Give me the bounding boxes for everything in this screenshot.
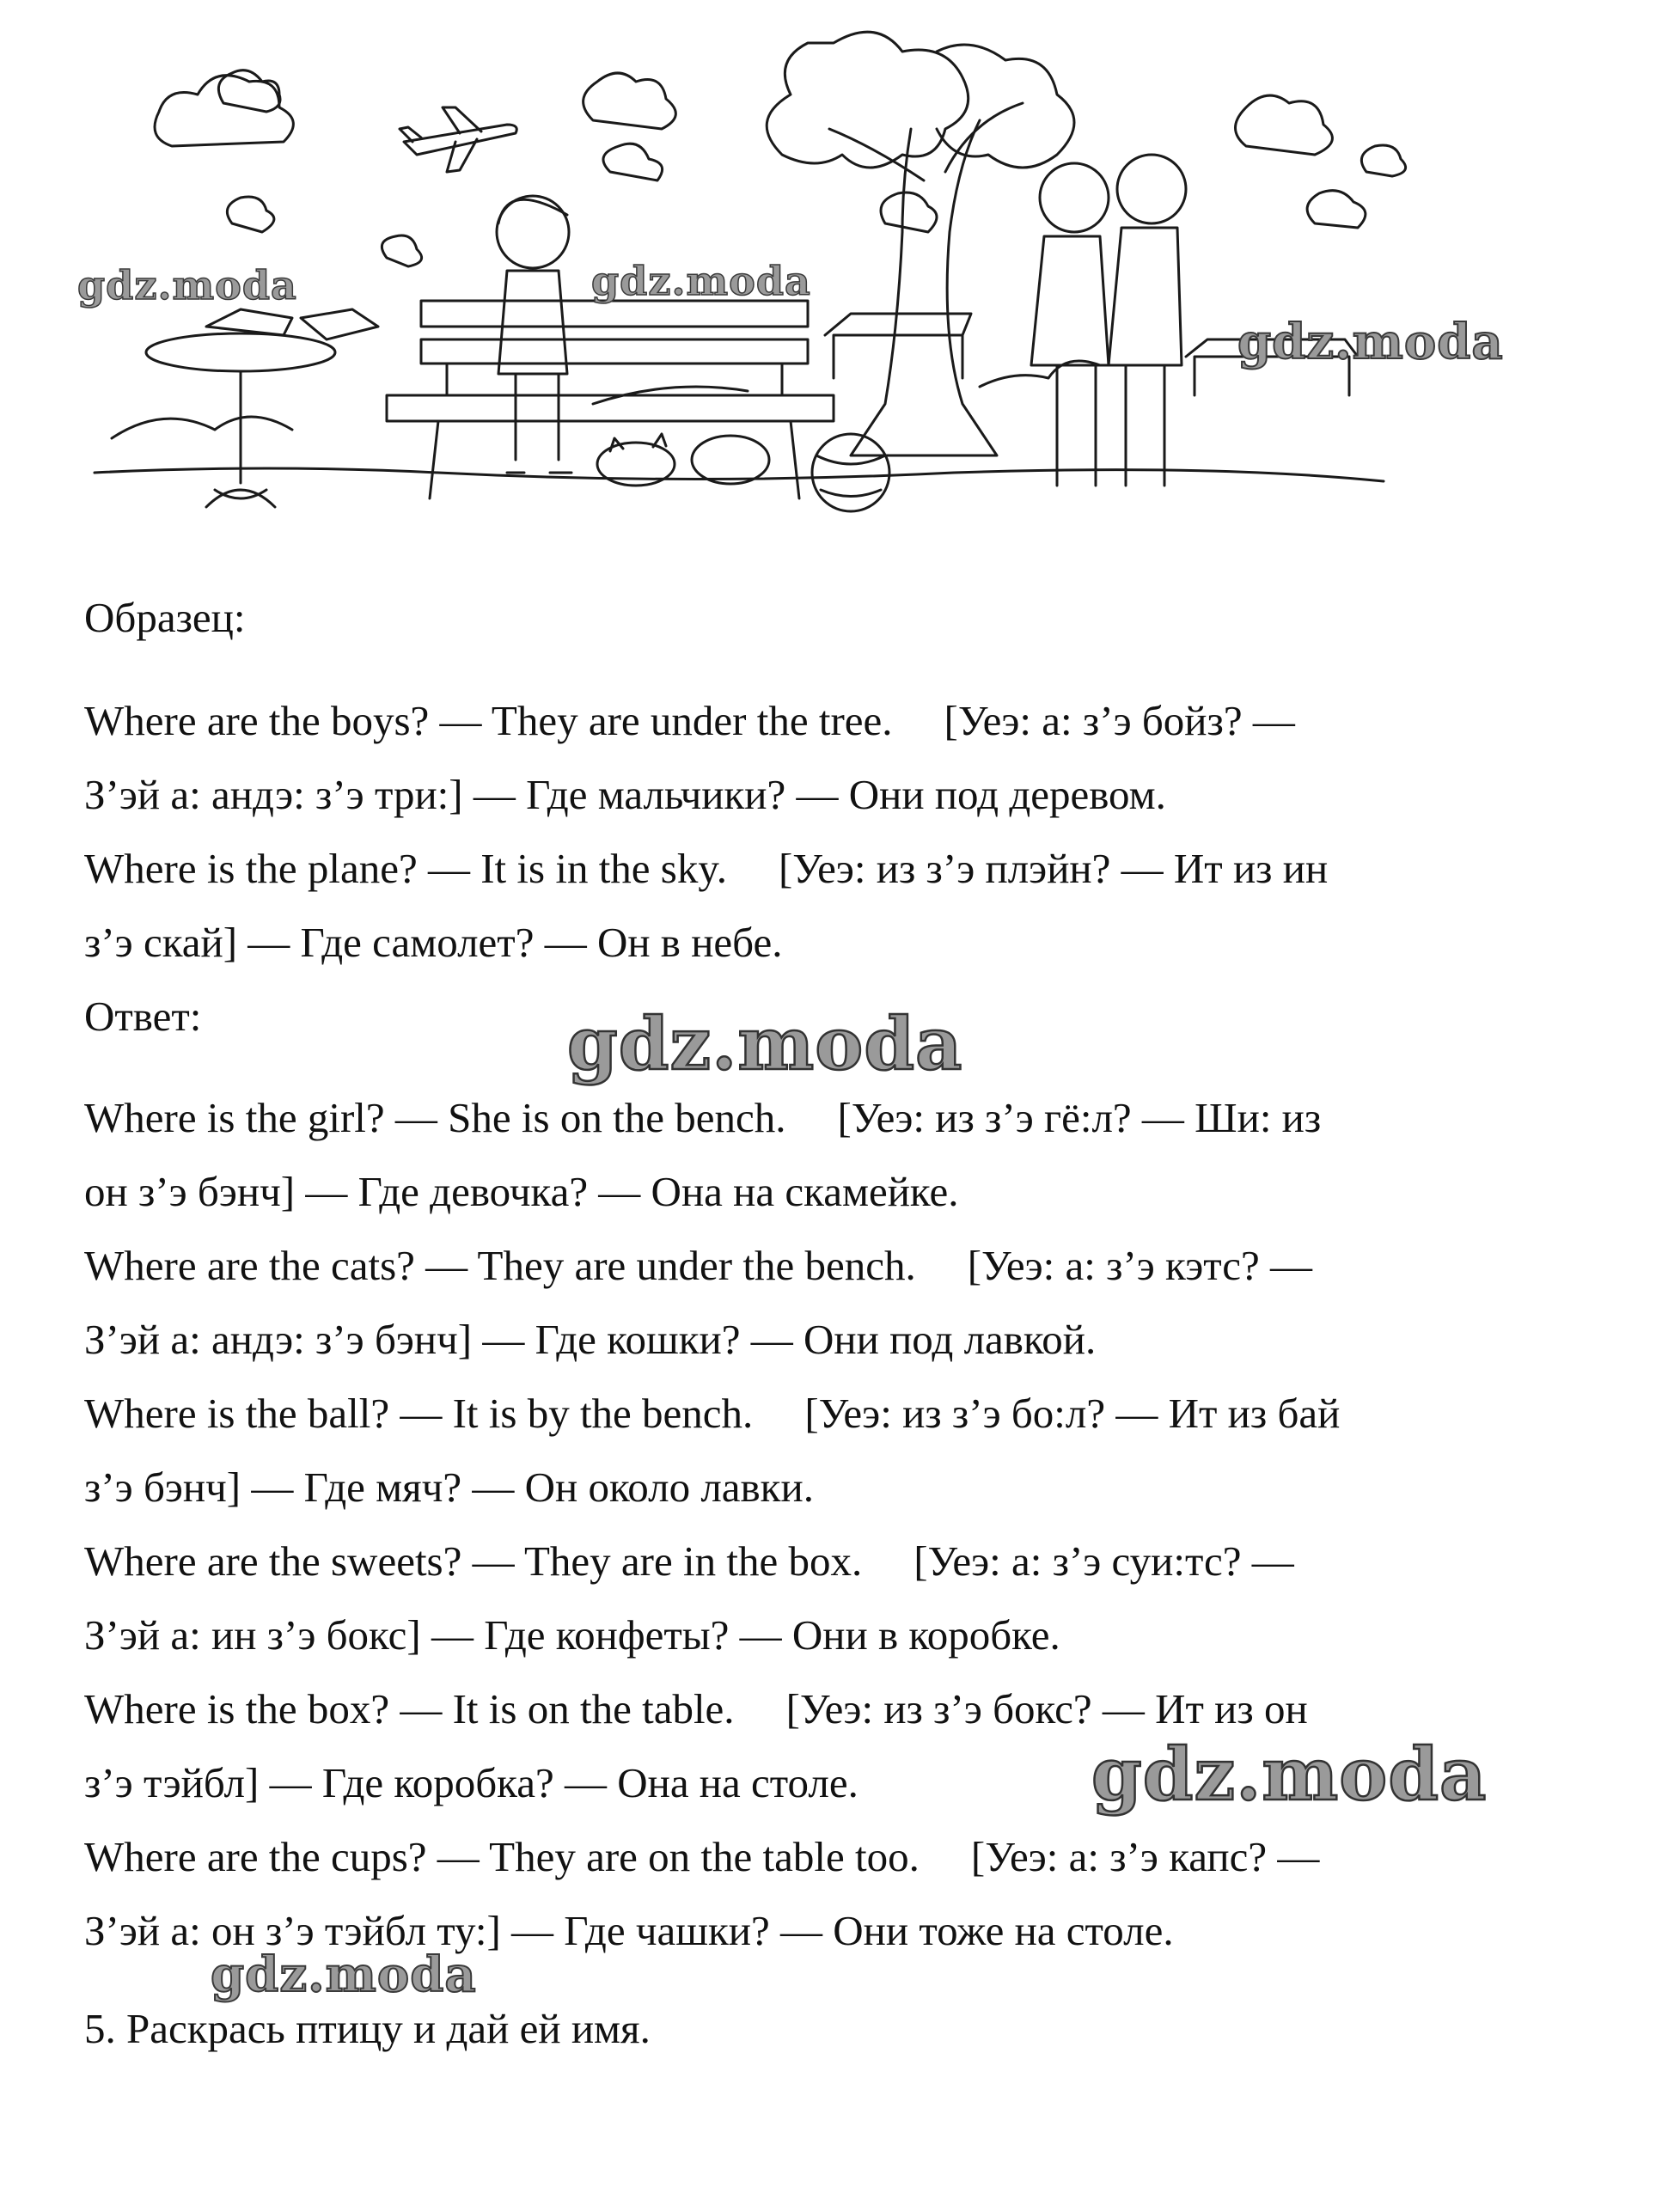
translation-line: З’эй а: он з’э тэйбл ту:] — Где чашки? — Они тоже на столе. (84, 1907, 1174, 1954)
airplane-icon (400, 107, 516, 172)
sample-list (84, 684, 1614, 1054)
transcription: [Уеэ: из з’э бокс? — Ит из он (785, 1685, 1308, 1732)
sample-line (84, 684, 1614, 758)
task-heading: 5. Раскрась птицу и дай ей имя. (84, 2005, 651, 2052)
transcription: [Уеэ: из з’э гё:л? — Ши: из (837, 1094, 1322, 1141)
answer-line (84, 1820, 1614, 1894)
english-sentence: Where is the girl? — She is on the bench. (84, 1094, 786, 1141)
translation-line: он з’э бэнч] — Где девочка? — Она на скамейке. (84, 1168, 959, 1215)
watermark-logo: gdz.moda (77, 262, 297, 309)
watermark-logo: gdz.moda (1237, 314, 1504, 370)
girl-figure (497, 196, 571, 473)
ball-icon (812, 434, 889, 511)
translation-line: З’эй а: андэ: з’э три:] — Где мальчики? — Они под деревом. (84, 771, 1166, 818)
next-task (84, 1992, 1614, 2066)
english-sentence: Where is the plane? — It is in the sky. (84, 845, 727, 892)
translation-line: з’э скай] — Где самолет? — Он в небе. (84, 919, 783, 966)
watermark-logo: gdz.moda (567, 1001, 963, 1086)
translation-line: з’э бэнч] — Где мяч? — Он около лавки. (84, 1463, 814, 1511)
watermark-logo: gdz.moda (1091, 1732, 1488, 1817)
english-sentence: Where is the ball? — It is by the bench. (84, 1390, 754, 1437)
answer-line (84, 1081, 1614, 1155)
cloud-icon (155, 70, 1406, 266)
translation-line: З’эй а: ин з’э бокс] — Где конфеты? — Они в коробке. (84, 1611, 1060, 1659)
table-icon (146, 309, 378, 507)
transcription: [Уеэ: а: з’э бойз? — (944, 697, 1295, 744)
answer-line (84, 1229, 1614, 1303)
answer-line (84, 1377, 1614, 1451)
tree-icon (767, 32, 1074, 455)
translation-line: з’э тэйбл] — Где коробка? — Она на столе. (84, 1759, 858, 1806)
transcription: [Уеэ: а: з’э капс? — (970, 1833, 1320, 1880)
transcription: [Уеэ: а: з’э суи:тс? — (913, 1537, 1294, 1585)
english-sentence: Where are the sweets? — They are in the box. (84, 1537, 863, 1585)
english-sentence: Where is the box? — It is on the table. (84, 1685, 735, 1732)
watermark-logo: gdz.moda (591, 258, 811, 304)
boys-figure (1031, 155, 1186, 486)
english-sentence: Where are the cats? — They are under the bench. (84, 1242, 916, 1289)
ground-line (95, 468, 1384, 481)
transcription: [Уеэ: а: з’э кэтс? — (967, 1242, 1312, 1289)
watermark-logo: gdz.moda (211, 1946, 477, 2003)
english-sentence: Where are the boys? — They are under the tree. (84, 697, 893, 744)
answer-label: Ответ: (84, 993, 202, 1040)
english-sentence: Where are the cups? — They are on the table too. (84, 1833, 920, 1880)
sample-label: Образец: (84, 594, 246, 641)
sample-section (84, 581, 1614, 655)
answer-line (84, 1525, 1614, 1598)
answer-line (84, 1672, 1614, 1746)
transcription: [Уеэ: из з’э плэйн? — Ит из ин (778, 845, 1329, 892)
answer-list (84, 1081, 1614, 1968)
transcription: [Уеэ: из з’э бо:л? — Ит из бай (804, 1390, 1341, 1437)
translation-line: З’эй а: андэ: з’э бэнч] — Где кошки? — Они под лавкой. (84, 1316, 1097, 1363)
sample-line (84, 832, 1614, 906)
